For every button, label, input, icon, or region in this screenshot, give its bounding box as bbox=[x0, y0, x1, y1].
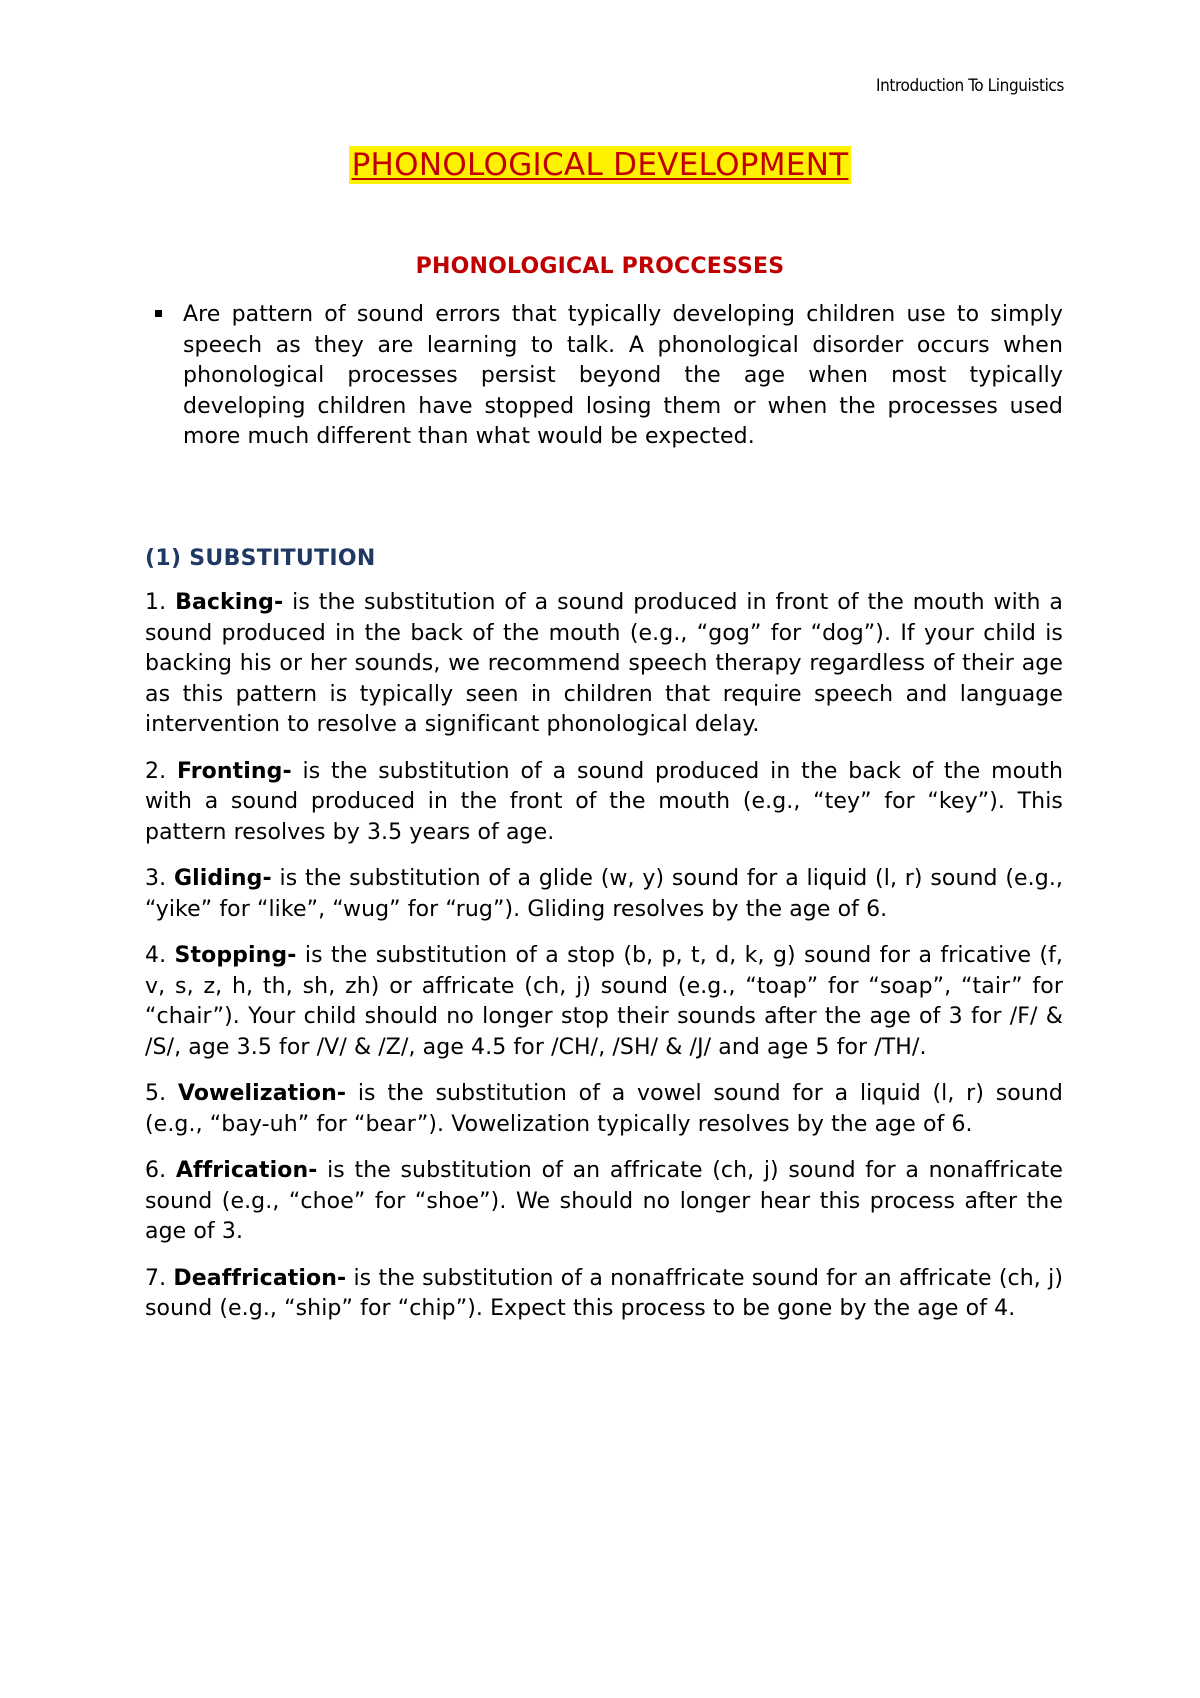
process-item bbox=[145, 1156, 1063, 1248]
running-header: Introduction To Linguistics bbox=[876, 76, 1064, 96]
process-item bbox=[145, 588, 1063, 741]
item-description: is the substitution of an affricate (ch, j) sound for a nonaffricate sound (e.g., “choe” for “shoe”). We should no longer hear this process after the age of 3. bbox=[145, 1158, 1064, 1244]
document-title: PHONOLOGICAL DEVELOPMENT bbox=[349, 146, 852, 184]
item-number: 4. bbox=[145, 943, 167, 968]
item-term: Vowelization- bbox=[177, 1081, 347, 1106]
item-term: Deaffrication- bbox=[173, 1265, 347, 1291]
process-item bbox=[145, 757, 1063, 849]
item-number: 3. bbox=[145, 866, 167, 891]
subsection-heading: (1) SUBSTITUTION bbox=[145, 546, 376, 571]
item-description: is the substitution of a sound produced in front of the mouth with a sound produced in the back of the mouth (e.g., “gog” for “dog”). If your child is backing his or her sounds, we recommend speech therapy regardless of their age as this pattern is typically seen in children that require speech and language intervention to resolve a significant phonological delay. bbox=[145, 590, 1064, 737]
item-term: Gliding- bbox=[173, 866, 272, 891]
item-number: 6. bbox=[145, 1158, 167, 1183]
item-description: is the substitution of a nonaffricate sound for an affricate (ch, j) sound (e.g., “ship” for “chip”). Expect this process to be gone by the age of 4. bbox=[145, 1265, 1064, 1321]
item-number: 5. bbox=[145, 1081, 167, 1106]
square-bullet-icon bbox=[155, 310, 162, 317]
item-description: is the substitution of a glide (w, y) sound for a liquid (l, r) sound (e.g., “yike” for “like”, “wug” for “rug”). Gliding resolves by the age of 6. bbox=[145, 866, 1064, 922]
process-list bbox=[145, 588, 1063, 1341]
item-number: 1. bbox=[145, 590, 167, 615]
item-description: is the substitution of a vowel sound for a liquid (l, r) sound (e.g., “bay-uh” for “bear”). Vowelization typically resolves by the age of 6. bbox=[145, 1081, 1063, 1137]
item-term: Backing- bbox=[175, 590, 284, 615]
section-title: PHONOLOGICAL PROCCESSES bbox=[415, 254, 785, 279]
process-item bbox=[145, 864, 1063, 925]
item-number: 7. bbox=[145, 1265, 167, 1291]
process-item bbox=[145, 1264, 1063, 1325]
intro-bullet-text: Are pattern of sound errors that typically developing children use to simply speech as they are learning to talk. A phonological disorder occurs when phonological processes persist beyond the age when most typically developing children have stopped losing them or when the processes used more much different than what would be expected. bbox=[183, 302, 1063, 449]
item-description: is the substitution of a stop (b, p, t, d, k, g) sound for a fricative (f, v, s, z, h, th, sh, zh) or affricate (ch, j) sound (e.g., “toap” for “soap”, “tair” for “chair”). Your child should no longer stop their sounds after the age of 3 for /F/ & /S/, age 3.5 for /V/ & /Z/, age 4.5 for /CH/, /SH/ & /J/ and age 5 for /TH/. bbox=[145, 943, 1064, 1060]
item-term: Affrication- bbox=[175, 1158, 318, 1183]
item-term: Fronting- bbox=[176, 758, 292, 784]
item-term: Stopping- bbox=[174, 943, 297, 968]
process-item bbox=[145, 941, 1063, 1063]
item-description: is the substitution of a sound produced in the back of the mouth with a sound produced in the front of the mouth (e.g., “tey” for “key”). This pattern resolves by 3.5 years of age. bbox=[145, 758, 1064, 845]
process-item bbox=[145, 1079, 1063, 1140]
intro-bullet bbox=[183, 300, 1063, 453]
document-title-row bbox=[0, 146, 1200, 184]
item-number: 2. bbox=[145, 758, 167, 784]
